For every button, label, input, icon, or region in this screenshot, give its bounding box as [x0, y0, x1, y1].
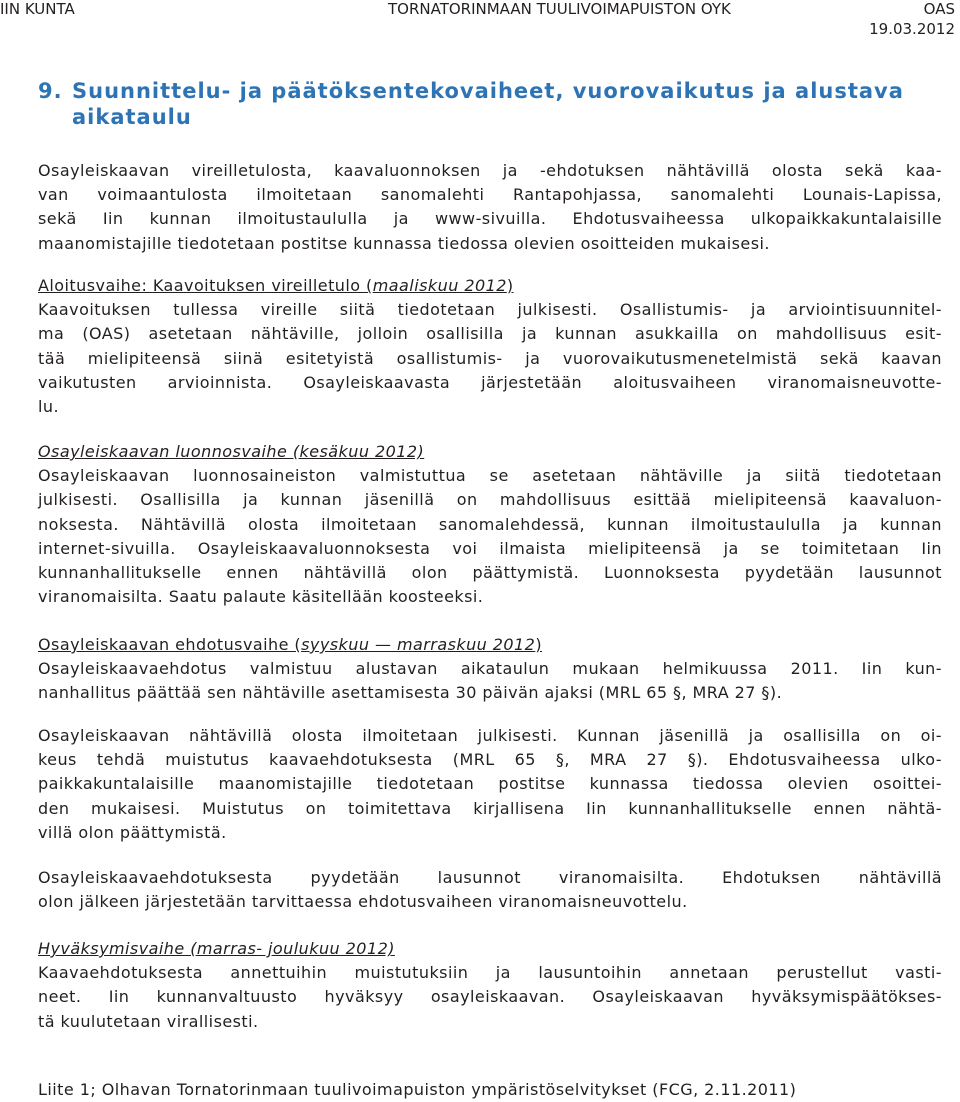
text-line: van voimaantulosta ilmoitetaan sanomalehti Rantapohjassa, sanomalehti Lounais-Lapissa, [38, 185, 942, 205]
section-title-line1: Suunnittelu- ja päätöksentekovaiheet, vuorovaikutus ja alustava [72, 79, 904, 103]
ehdotus-paragraph-2 [38, 724, 942, 845]
text-line: nanhallitus päättää sen nähtäville asettamisesta 30 päivän ajaksi (MRL 65 §, MRA 27 §). [38, 683, 783, 703]
intro-paragraph [38, 159, 942, 256]
ehdotus-section [38, 633, 942, 706]
section-title-line2: aikataulu [72, 105, 192, 129]
header-municipality: IIN KUNTA [0, 0, 75, 18]
text-line: ma (OAS) asetetaan nähtäville, jolloin osallisilla ja kunnan asukkailla on mahdollisuus esit- [38, 324, 942, 344]
luonnos-heading: Osayleiskaavan luonnosvaihe (kesäkuu 2012) [38, 442, 425, 461]
section-number: 9. [38, 79, 63, 103]
ehdotus-heading [38, 633, 942, 657]
text-line: den mukaisesi. Muistutus on toimitettava kirjallisena Iin kunnanhallitukselle ennen nähtä- [38, 798, 942, 818]
text-line: paikkakuntalaisille maanomistajille tiedotetaan postitse kunnassa tiedossa olevien osoittei- [38, 774, 942, 794]
text-line: kunnanhallitukselle ennen nähtävillä olon päättymistä. Luonnoksesta pyydetään lausunnot [38, 563, 942, 583]
hyvaksymis-heading: Hyväksymisvaihe (marras- joulukuu 2012) [38, 939, 395, 958]
appendix-note [38, 1078, 942, 1102]
text-line: viranomaisilta. Saatu palaute käsitellään koosteeksi. [38, 587, 484, 607]
luonnos-section [38, 440, 942, 609]
aloitus-heading-text: Aloitusvaihe: Kaavoituksen vireilletulo ( [38, 276, 373, 295]
text-line: Osayleiskaavaehdotuksesta pyydetään lausunnot viranomaisilta. Ehdotuksen nähtävillä [38, 868, 942, 887]
text-line: keus tehdä muistutus kaavaehdotuksesta (MRL 65 §, MRA 27 §). Ehdotusvaiheessa ulko- [38, 750, 942, 770]
text-line: Osayleiskaavan luonnosaineiston valmistuttua se asetetaan nähtäville ja siitä tiedotetaan [38, 466, 942, 486]
header-project-title: TORNATORINMAAN TUULIVOIMAPUISTON OYK [388, 0, 731, 18]
hyvaksymis-section [38, 937, 942, 1034]
text-line: villä olon päättymistä. [38, 822, 227, 842]
section-title [38, 78, 938, 130]
ehdotus-heading-text: Osayleiskaavan ehdotusvaihe ( [38, 635, 302, 654]
ehdotus-heading-end: ) [535, 635, 543, 654]
header-document-type: OAS [923, 0, 955, 18]
text-line: neet. Iin kunnanvaltuusto hyväksyy osayleiskaavan. Osayleiskaavan hyväksymispäätökses- [38, 987, 942, 1007]
text-line: julkisesti. Osallisilla ja kunnan jäsenillä on mahdollisuus esittää mielipiteensä kaavaluon- [38, 490, 942, 510]
text-line: Osayleiskaavan vireilletulosta, kaavaluonnoksen ja -ehdotuksen nähtävillä olosta sekä kaa- [38, 161, 942, 180]
text-line: Kaavoituksen tullessa vireille siitä tiedotetaan julkisesti. Osallistumis- ja arviointisuunnitel- [38, 300, 942, 320]
text-line: Kaavaehdotuksesta annettuihin muistutuksiin ja lausuntoihin annetaan perustellut vasti- [38, 963, 942, 983]
text-line: lu. [38, 397, 60, 417]
text-line: tää mielipiteensä siinä esitetyistä osallistumis- ja vuorovaikutusmenetelmistä sekä kaavan [38, 348, 942, 368]
aloitus-section [38, 274, 942, 419]
aloitus-heading-date: maaliskuu 2012 [372, 276, 507, 295]
text-line: Osayleiskaavan nähtävillä olosta ilmoitetaan julkisesti. Kunnan jäsenillä ja osallisilla on oi- [38, 726, 942, 745]
ehdotus-paragraph-3 [38, 866, 942, 914]
ehdotus-heading-date: syyskuu — marraskuu 2012 [301, 635, 536, 654]
text-line: Osayleiskaavaehdotus valmistuu alustavan aikataulun mukaan helmikuussa 2011. Iin kun- [38, 659, 942, 679]
text-line: sekä Iin kunnan ilmoitustaululla ja www-sivuilla. Ehdotusvaiheessa ulkopaikkakuntalaisille [38, 209, 942, 229]
aloitus-heading-end: ) [506, 276, 514, 295]
text-line: tä kuulutetaan virallisesti. [38, 1011, 259, 1031]
appendix-reference: Liite 1; Olhavan Tornatorinmaan tuulivoimapuiston ympäristöselvitykset (FCG, 2.11.2011) [38, 1080, 797, 1099]
header-date: 19.03.2012 [869, 20, 955, 38]
text-line: vaikutusten arvioinnista. Osayleiskaavasta järjestetään aloitusvaiheen viranomaisneuvotte- [38, 372, 942, 392]
text-line: olon jälkeen järjestetään tarvittaessa ehdotusvaiheen viranomaisneuvottelu. [38, 892, 688, 912]
text-line: internet-sivuilla. Osayleiskaavaluonnoksesta voi ilmaista mielipiteensä ja se toimitetaan Iin [38, 538, 942, 558]
text-line: maanomistajille tiedotetaan postitse kunnassa tiedossa olevien osoitteiden mukaisesi. [38, 233, 770, 253]
aloitus-heading [38, 274, 942, 298]
text-line: noksesta. Nähtävillä olosta ilmoitetaan sanomalehdessä, kunnan ilmoitustaululla ja kunnan [38, 514, 942, 534]
